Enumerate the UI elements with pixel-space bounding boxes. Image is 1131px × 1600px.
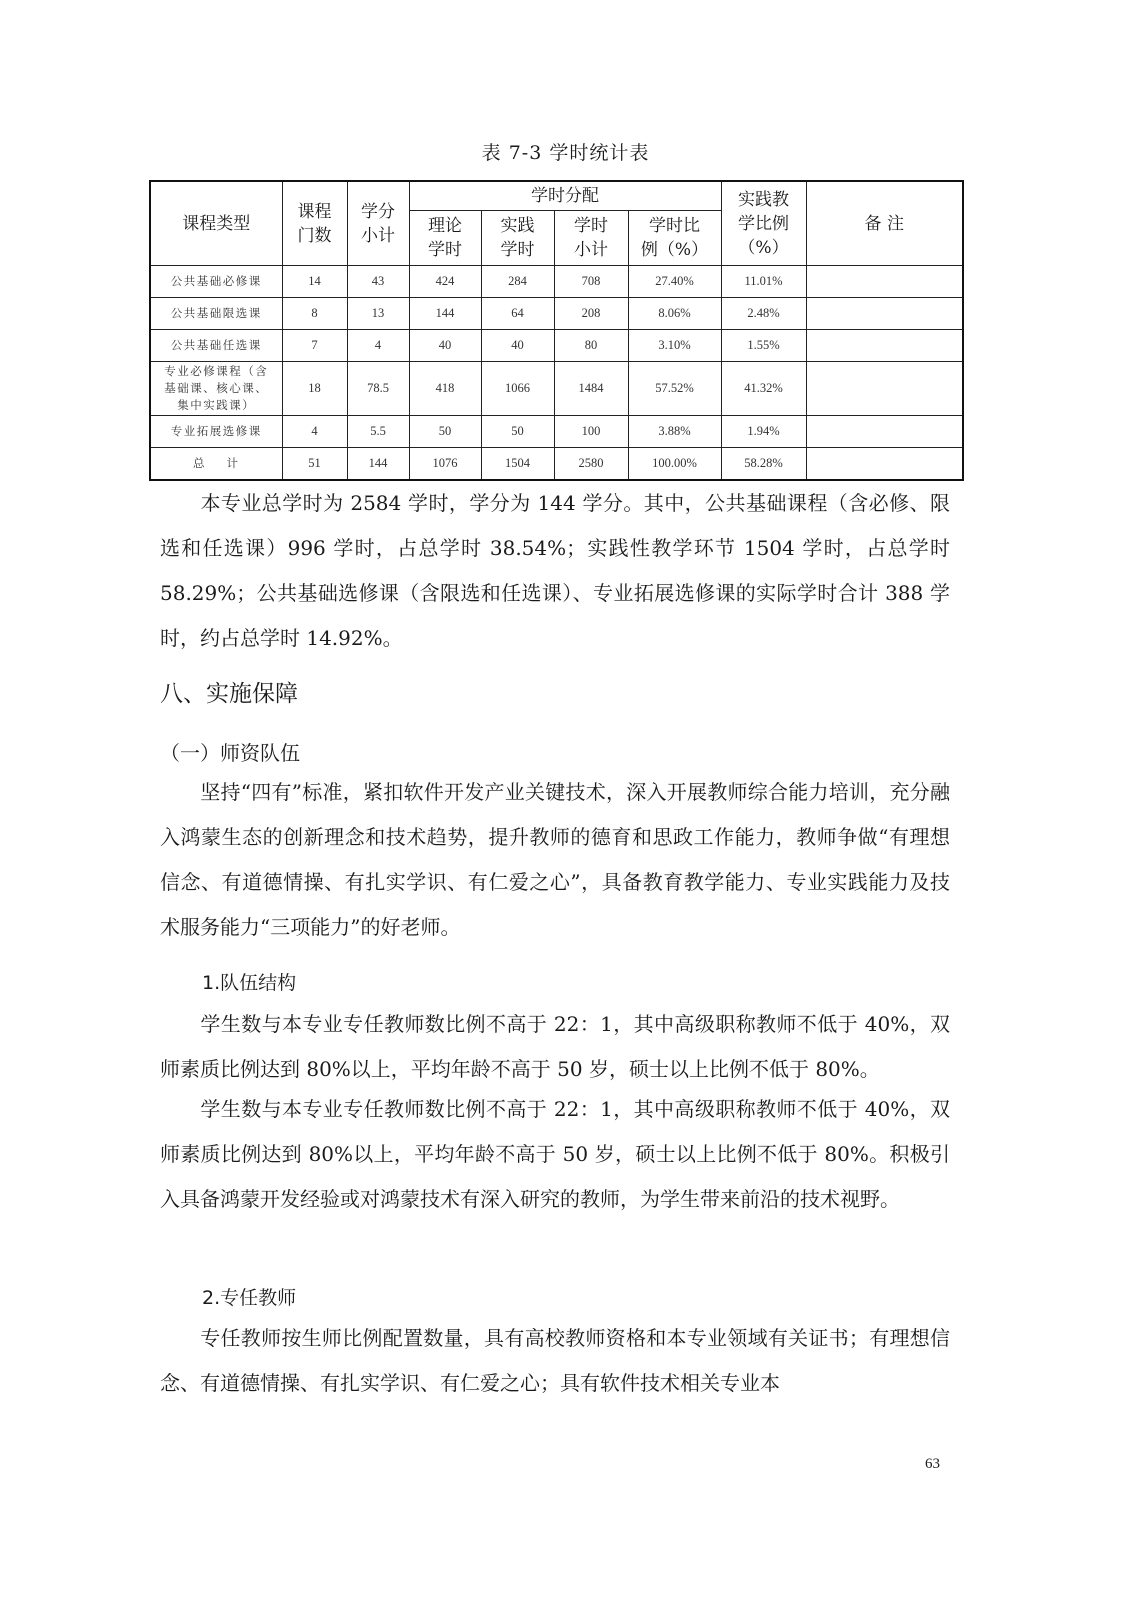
cell-count: 51 <box>282 448 347 480</box>
table-row <box>150 298 963 330</box>
cell-practice-ratio: 58.28% <box>721 448 806 480</box>
teachers-intro-paragraph: 坚持“四有”标准，紧扣软件开发产业关键技术，深入开展教师综合能力培训，充分融入鸿蒙生态的创新理念和技术趋势，提升教师的德育和思政工作能力，教师争做“有理想信念、有道德情操、有扎实学识、有仁爱之心”，具备教育教学能力、专业实践能力及技术服务能力“三项能力”的好老师。 <box>160 780 950 939</box>
header-remarks: 备 注 <box>806 181 963 266</box>
table-row <box>150 362 963 416</box>
cell-credits: 13 <box>347 298 409 330</box>
table-row <box>150 416 963 448</box>
cell-practice-ratio: 2.48% <box>721 298 806 330</box>
cell-subtotal: 208 <box>554 298 628 330</box>
table-row-total <box>150 448 963 480</box>
cell-ratio: 100.00% <box>628 448 721 480</box>
cell-remarks <box>806 266 963 298</box>
table-row <box>150 266 963 298</box>
header-practice-hours: 实践 学时 <box>481 211 554 266</box>
cell-count: 7 <box>282 330 347 362</box>
cell-practice: 1504 <box>481 448 554 480</box>
cell-count: 4 <box>282 416 347 448</box>
cell-remarks <box>806 298 963 330</box>
cell-theory: 418 <box>409 362 481 416</box>
item2-title: 2.专任教师 <box>202 1287 297 1309</box>
cell-theory: 424 <box>409 266 481 298</box>
cell-type: 总 计 <box>150 448 282 480</box>
cell-subtotal: 708 <box>554 266 628 298</box>
cell-remarks <box>806 448 963 480</box>
hours-statistics-table <box>149 180 964 481</box>
cell-remarks <box>806 330 963 362</box>
cell-practice: 284 <box>481 266 554 298</box>
cell-theory: 40 <box>409 330 481 362</box>
header-hours-ratio: 学时比 例（%） <box>628 211 721 266</box>
page-number: 63 <box>925 1456 940 1472</box>
cell-theory: 144 <box>409 298 481 330</box>
cell-theory: 1076 <box>409 448 481 480</box>
cell-remarks <box>806 416 963 448</box>
cell-practice: 40 <box>481 330 554 362</box>
header-practice-ratio: 实践教 学比例 （%） <box>721 181 806 266</box>
table-caption: 表 7-3 学时统计表 <box>481 142 650 164</box>
cell-ratio: 57.52% <box>628 362 721 416</box>
cell-credits: 78.5 <box>347 362 409 416</box>
cell-practice-ratio: 1.94% <box>721 416 806 448</box>
item1-paragraph-2: 学生数与本专业专任教师数比例不高于 22：1，其中高级职称教师不低于 40%，双师素质比例达到 80%以上，平均年龄不高于 50 岁，硕士以上比例不低于 80%。积极引入具备鸿蒙开发经验或对鸿蒙技术有深入研究的教师，为学生带来前沿的技术视野。 <box>160 1097 950 1211</box>
cell-remarks <box>806 362 963 416</box>
cell-credits: 4 <box>347 330 409 362</box>
cell-credits: 5.5 <box>347 416 409 448</box>
cell-type: 公共基础任选课 <box>150 330 282 362</box>
cell-type: 公共基础必修课 <box>150 266 282 298</box>
table-row <box>150 330 963 362</box>
cell-ratio: 27.40% <box>628 266 721 298</box>
item1-title: 1.队伍结构 <box>202 972 297 994</box>
section-title: 八、实施保障 <box>160 681 298 707</box>
cell-subtotal: 80 <box>554 330 628 362</box>
cell-theory: 50 <box>409 416 481 448</box>
header-course-type: 课程类型 <box>150 181 282 266</box>
cell-practice: 50 <box>481 416 554 448</box>
cell-credits: 144 <box>347 448 409 480</box>
header-theory-hours: 理论 学时 <box>409 211 481 266</box>
summary-paragraph: 本专业总学时为 2584 学时，学分为 144 学分。其中，公共基础课程（含必修、限选和任选课）996 学时，占总学时 38.54%；实践性教学环节 1504 学时，占总学时 58.29%；公共基础选修课（含限选和任选课）、专业拓展选修课的实际学时合计 388 学时，约占总学时 14.92%。 <box>160 491 950 650</box>
item2-paragraph-1: 专任教师按生师比例配置数量，具有高校教师资格和本专业领域有关证书；有理想信念、有道德情操、有扎实学识、有仁爱之心；具有软件技术相关专业本 <box>160 1326 950 1395</box>
cell-ratio: 3.88% <box>628 416 721 448</box>
cell-ratio: 8.06% <box>628 298 721 330</box>
cell-practice-ratio: 1.55% <box>721 330 806 362</box>
cell-credits: 43 <box>347 266 409 298</box>
item1-paragraph-1: 学生数与本专业专任教师数比例不高于 22：1，其中高级职称教师不低于 40%，双师素质比例达到 80%以上，平均年龄不高于 50 岁，硕士以上比例不低于 80%。 <box>160 1012 950 1081</box>
cell-type: 专业必修课程（含 基础课、核心课、 集中实践课） <box>150 362 282 416</box>
cell-ratio: 3.10% <box>628 330 721 362</box>
cell-type: 公共基础限选课 <box>150 298 282 330</box>
header-hours-allocation: 学时分配 <box>409 181 721 211</box>
cell-count: 18 <box>282 362 347 416</box>
cell-practice: 1066 <box>481 362 554 416</box>
header-hours-subtotal: 学时 小计 <box>554 211 628 266</box>
cell-practice: 64 <box>481 298 554 330</box>
header-course-count: 课程 门数 <box>282 181 347 266</box>
cell-subtotal: 2580 <box>554 448 628 480</box>
cell-type: 专业拓展选修课 <box>150 416 282 448</box>
subsection-title: （一）师资队伍 <box>160 741 300 765</box>
cell-practice-ratio: 11.01% <box>721 266 806 298</box>
cell-subtotal: 100 <box>554 416 628 448</box>
header-credit-subtotal: 学分 小计 <box>347 181 409 266</box>
cell-practice-ratio: 41.32% <box>721 362 806 416</box>
cell-count: 8 <box>282 298 347 330</box>
cell-count: 14 <box>282 266 347 298</box>
cell-subtotal: 1484 <box>554 362 628 416</box>
